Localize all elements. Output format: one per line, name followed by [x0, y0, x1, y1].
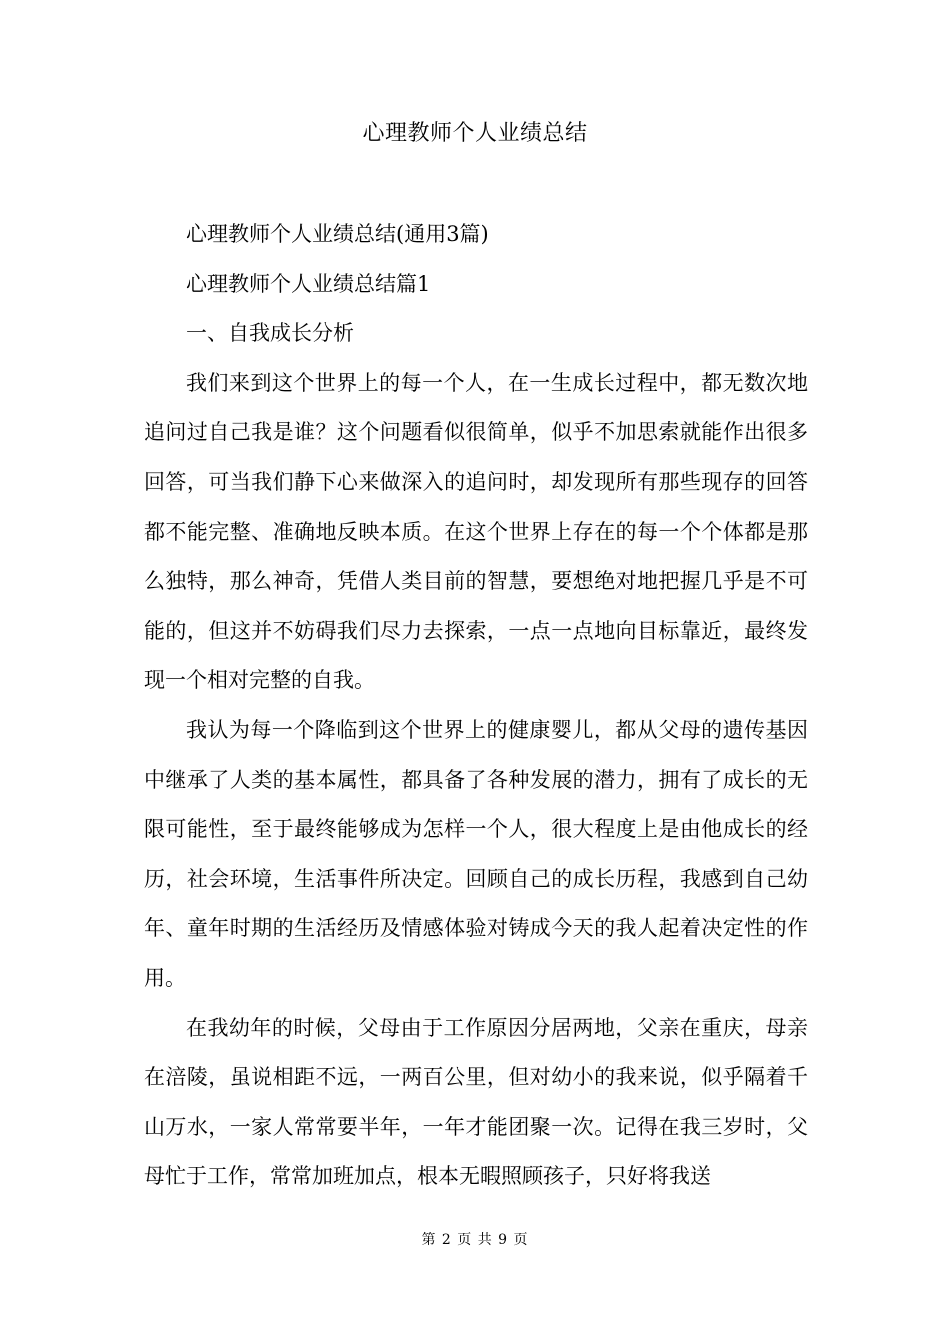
body-paragraph: 我们来到这个世界上的每一个人，在一生成长过程中，都无数次地追问过自己我是谁？这个问题看似很简单，似乎不加思索就能作出很多回答，可当我们静下心来做深入的追问时，却发现所有那些现存的回答都不能完整、准确地反映本质。在这个世界上存在的每一个个体都是那么独特，那么神奇，凭借人类目前的智慧，要想绝对地把握几乎是不可能的，但这并不妨碍我们尽力去探索，一点一点地向目标靠近，最终发现一个相对完整的自我。	[144, 370, 808, 693]
subsection-heading: 一、自我成长分析	[186, 321, 354, 346]
document-title: 心理教师个人业绩总结	[362, 121, 588, 146]
page-number-footer: 第 2 页 共 9 页	[421, 1232, 529, 1248]
body-paragraph: 在我幼年的时候，父母由于工作原因分居两地，父亲在重庆，母亲在涪陵，虽说相距不远，一两百公里，但对幼小的我来说，似乎隔着千山万水，一家人常常要半年，一年才能团聚一次。记得在我三岁时，父母忙于工作，常常加班加点，根本无暇照顾孩子，只好将我送	[144, 1015, 808, 1189]
body-paragraph: 我认为每一个降临到这个世界上的健康婴儿，都从父母的遗传基因中继承了人类的基本属性，都具备了各种发展的潜力，拥有了成长的无限可能性，至于最终能够成为怎样一个人，很大程度上是由他成长的经历，社会环境，生活事件所决定。回顾自己的成长历程，我感到自己幼年、童年时期的生活经历及情感体验对铸成今天的我人起着决定性的作用。	[144, 717, 808, 990]
document-body	[144, 210, 808, 1202]
section-heading: 心理教师个人业绩总结篇1	[186, 271, 431, 296]
subtitle-paragraph: 心理教师个人业绩总结(通用3篇)	[186, 222, 489, 246]
